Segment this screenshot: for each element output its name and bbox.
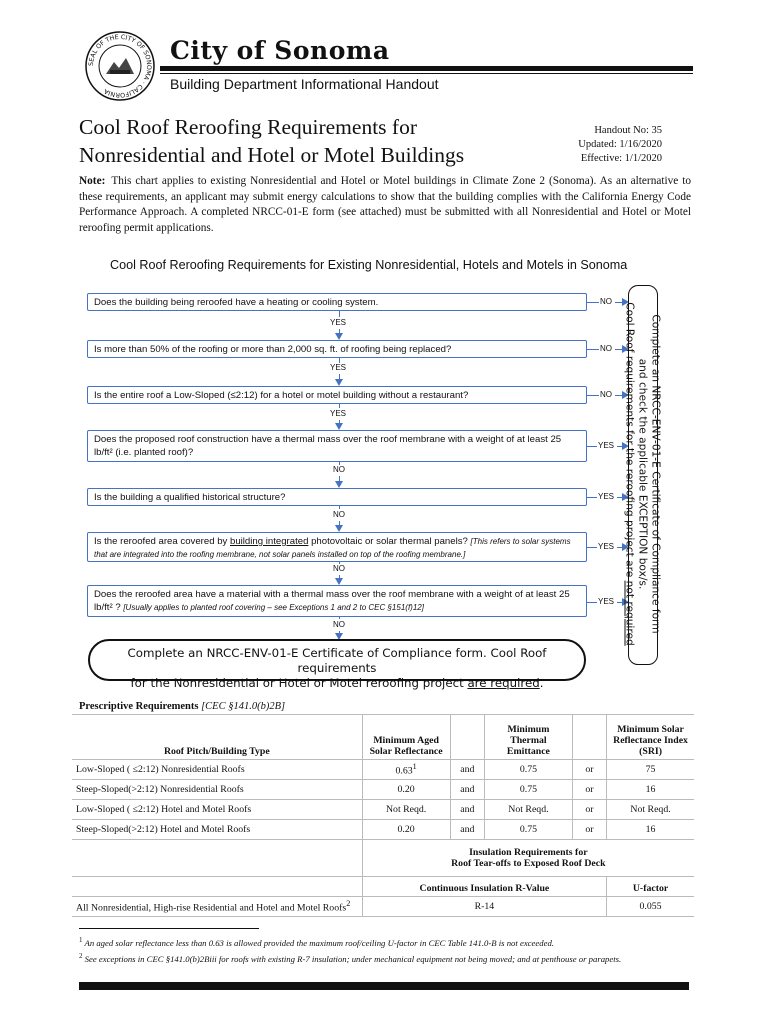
side-outcome-line2: and check the applicable EXCEPTION box/s. — [636, 358, 649, 590]
flowchart-title: Cool Roof Reroofing Requirements for Existing Nonresidential, Hotels and Motels in Sonoma — [110, 258, 628, 272]
row-or: or — [572, 760, 606, 780]
side-outcome-text — [623, 289, 662, 659]
down-connector — [339, 404, 340, 408]
question-roof-area: Is more than 50% of the roofing or more than 2,000 sq. ft. of roofing being replaced? — [87, 340, 587, 358]
question-low-sloped-hotel-text: Is the entire roof a Low-Sloped (≤2:12) for a hotel or motel building without a restaurant? — [94, 390, 469, 401]
note-label: Note: — [79, 175, 106, 187]
row-emittance: 0.75 — [485, 760, 573, 780]
down-label: NO — [333, 564, 345, 573]
question-material-mass-note: [Usually applies to planted roof covering – see Exceptions 1 and 2 to CEC §151(f)12] — [123, 602, 424, 612]
side-outcome-line3-pre: Cool Roof requirements for the reroofing project are — [623, 302, 636, 581]
side-label: NO — [600, 344, 612, 353]
side-connector — [587, 302, 599, 303]
row-sri: 75 — [607, 760, 694, 780]
down-connector — [339, 506, 340, 509]
insulation-header-line1: Insulation Requirements for — [469, 847, 588, 858]
department-name: Building Department Informational Handout — [170, 76, 439, 92]
down-label: NO — [333, 465, 345, 474]
side-connector — [587, 349, 599, 350]
footnote-2-text: See exceptions in CEC §141.0(b)2Biii for roofs with existing R-7 insulation; under mechanical equipment not being moved; and at penthouse or parapets. — [84, 953, 622, 964]
arrow-down-icon — [335, 379, 343, 386]
header-reflectance: Minimum Aged Solar Reflectance — [362, 715, 450, 760]
final-outcome-line2 — [90, 676, 584, 691]
insulation-header-line2: Roof Tear-offs to Exposed Roof Deck — [451, 858, 606, 869]
row-emittance: 0.75 — [485, 780, 573, 800]
blank-cell — [72, 840, 362, 877]
ci-header-text: Continuous Insulation R-Value — [419, 883, 550, 894]
city-seal-icon — [84, 30, 156, 102]
side-label: YES — [598, 492, 615, 501]
side-outcome-line1: Complete an NRCC-ENV-01-E Certificate of Compliance form — [649, 314, 662, 634]
question-bipv-post: photovoltaic or solar thermal panels? — [308, 536, 471, 547]
row-type: Low-Sloped ( ≤2:12) Nonresidential Roofs — [72, 760, 362, 780]
prescriptive-citation: [CEC §141.0(b)2B] — [201, 701, 286, 712]
header-blank — [572, 715, 606, 760]
question-heating-cooling: Does the building being reroofed have a heating or cooling system. — [87, 293, 587, 311]
row-type: Low-Sloped ( ≤2:12) Hotel and Motel Roofs — [72, 800, 362, 820]
arrow-down-icon — [335, 525, 343, 532]
down-connector — [339, 311, 340, 317]
row-and: and — [450, 780, 485, 800]
ufactor-header: U-factor — [607, 877, 694, 897]
row-sri: 16 — [607, 780, 694, 800]
table-row — [72, 780, 694, 800]
row-sri: 16 — [607, 820, 694, 840]
requirements-table — [72, 714, 694, 917]
side-label: YES — [598, 597, 615, 606]
footnote-2-num: 2 — [79, 951, 83, 960]
row-sri: Not Reqd. — [607, 800, 694, 820]
down-label: NO — [333, 510, 345, 519]
side-connector — [587, 395, 599, 396]
note-text: This chart applies to existing Nonresidential and Hotel or Motel buildings in Climate Zone 2 (Sonoma). As an alternative to these requirements, an applicant may submit energy calculations to show that the building complies with the California Energy Code Performance Approach. A completed NRCC-01-E form (see attached) must be submitted with all Nonresidential and Hotel or Motel reroofing permit applications. — [79, 175, 691, 234]
table-row — [72, 800, 694, 820]
row-reflectance: 0.20 — [362, 780, 450, 800]
question-bipv-pre: Is the reroofed area covered by — [94, 536, 230, 547]
row-emittance: Not Reqd. — [485, 800, 573, 820]
document-title-line1: Cool Roof Reroofing Requirements for — [79, 115, 417, 139]
insulation-header — [362, 840, 694, 877]
header-rule-thick — [160, 66, 693, 71]
side-outcome-line3-underline: not required — [623, 580, 636, 646]
row-reflectance: 0.20 — [362, 820, 450, 840]
side-label: YES — [598, 542, 615, 551]
down-label: NO — [333, 620, 345, 629]
header-rule-thin — [160, 73, 693, 74]
arrow-down-icon — [335, 578, 343, 585]
row-or: or — [572, 800, 606, 820]
arrow-down-icon — [335, 481, 343, 488]
final-outcome-line2-underline: are required — [467, 676, 540, 690]
side-outcome-line3 — [623, 289, 636, 659]
footnotes — [79, 934, 689, 966]
insulation-type — [72, 897, 362, 917]
side-connector — [587, 602, 597, 603]
side-connector — [587, 547, 597, 548]
final-outcome-line2-post: . — [539, 676, 544, 690]
side-label: NO — [600, 390, 612, 399]
question-thermal-mass: Does the proposed roof construction have a thermal mass over the roof membrane with a weight of at least 25 lb/ft² (i.e. planted roof)? — [87, 430, 587, 462]
ci-header — [362, 877, 606, 897]
final-outcome-box — [88, 639, 586, 690]
arrow-down-icon — [335, 423, 343, 430]
question-bipv — [87, 532, 587, 562]
prescriptive-title-text: Prescriptive Requirements — [79, 701, 199, 712]
down-label: YES — [330, 363, 347, 372]
question-historical: Is the building a qualified historical structure? — [87, 488, 587, 506]
handout-number: Handout No: 35 — [594, 125, 662, 136]
question-bipv-underline: building integrated — [230, 536, 309, 547]
insulation-subheader-row — [72, 877, 694, 897]
header-emittance: Minimum Thermal Emittance — [485, 715, 573, 760]
row-emittance: 0.75 — [485, 820, 573, 840]
insulation-ci-value: R-14 — [362, 897, 606, 917]
footnote-1-num: 1 — [79, 936, 83, 944]
side-connector — [587, 446, 597, 447]
row-reflectance-value: 0.63 — [395, 765, 413, 777]
down-connector — [339, 617, 340, 619]
side-connector — [587, 497, 597, 498]
header-sri: Minimum Solar Reflectance Index (SRI) — [607, 715, 694, 760]
row-reflectance — [362, 760, 450, 780]
arrow-down-icon — [335, 333, 343, 340]
insulation-type-sup: 2 — [346, 899, 351, 909]
header-type: Roof Pitch/Building Type — [72, 715, 362, 760]
seal-text: SEAL OF THE CITY OF SONOMA · CALIFORNIA — [87, 33, 153, 99]
side-label: NO — [600, 297, 612, 306]
insulation-row — [72, 897, 694, 917]
row-or: or — [572, 780, 606, 800]
final-outcome-line1: Complete an NRCC-ENV-01-E Certificate of Compliance form. Cool Roof requirements — [127, 646, 547, 675]
down-label: YES — [330, 409, 347, 418]
footnote-1 — [79, 934, 689, 950]
handout-meta — [578, 124, 662, 166]
row-and: and — [450, 820, 485, 840]
row-reflectance-sup: 1 — [412, 762, 417, 772]
insulation-type-text: All Nonresidential, High-rise Residential and Hotel and Motel Roofs — [76, 902, 347, 914]
footnote-2 — [79, 950, 689, 966]
question-low-sloped-hotel — [87, 386, 587, 404]
updated-date: Updated: 1/16/2020 — [578, 139, 662, 150]
note-paragraph — [79, 174, 691, 236]
footnote-1-text: An aged solar reflectance less than 0.63 is allowed provided the maximum roof/ceiling U-factor in CEC Table 141.0-B is not exceeded. — [84, 937, 554, 948]
question-material-mass-text: Does the reroofed area have a material with a thermal mass over the roof membrane with a weight of at least 25 lb/ft² ? — [94, 589, 570, 613]
header-blank — [450, 715, 485, 760]
row-reflectance: Not Reqd. — [362, 800, 450, 820]
side-label: YES — [598, 441, 615, 450]
row-type: Steep-Sloped(>2:12) Hotel and Motel Roofs — [72, 820, 362, 840]
table-row — [72, 820, 694, 840]
row-or: or — [572, 820, 606, 840]
table-header-row — [72, 715, 694, 760]
question-bipv-note: [This refers to solar systems that are integrated into the roofing membrane, not solar panels installed on top of the roofing membrane.] — [94, 537, 571, 559]
row-and: and — [450, 800, 485, 820]
question-material-mass — [87, 585, 587, 617]
insulation-header-row — [72, 840, 694, 877]
document-title — [79, 113, 464, 169]
down-label: YES — [330, 318, 347, 327]
city-name: City of Sonoma — [170, 36, 390, 65]
table-row — [72, 760, 694, 780]
row-and: and — [450, 760, 485, 780]
effective-date: Effective: 1/1/2020 — [580, 153, 662, 164]
svg-text:SEAL OF THE CITY OF SONOMA · C — [88, 34, 152, 98]
insulation-ufactor-value: 0.055 — [607, 897, 694, 917]
document-title-line2: Nonresidential and Hotel or Motel Buildings — [79, 143, 465, 167]
footnote-rule — [79, 928, 259, 929]
blank-cell — [72, 877, 362, 897]
prescriptive-title — [79, 701, 285, 712]
footer-bar — [79, 982, 689, 990]
final-outcome-line2-pre: for the Nonresidential or Hotel or Motel reroofing project — [130, 676, 468, 690]
row-type: Steep-Sloped(>2:12) Nonresidential Roofs — [72, 780, 362, 800]
